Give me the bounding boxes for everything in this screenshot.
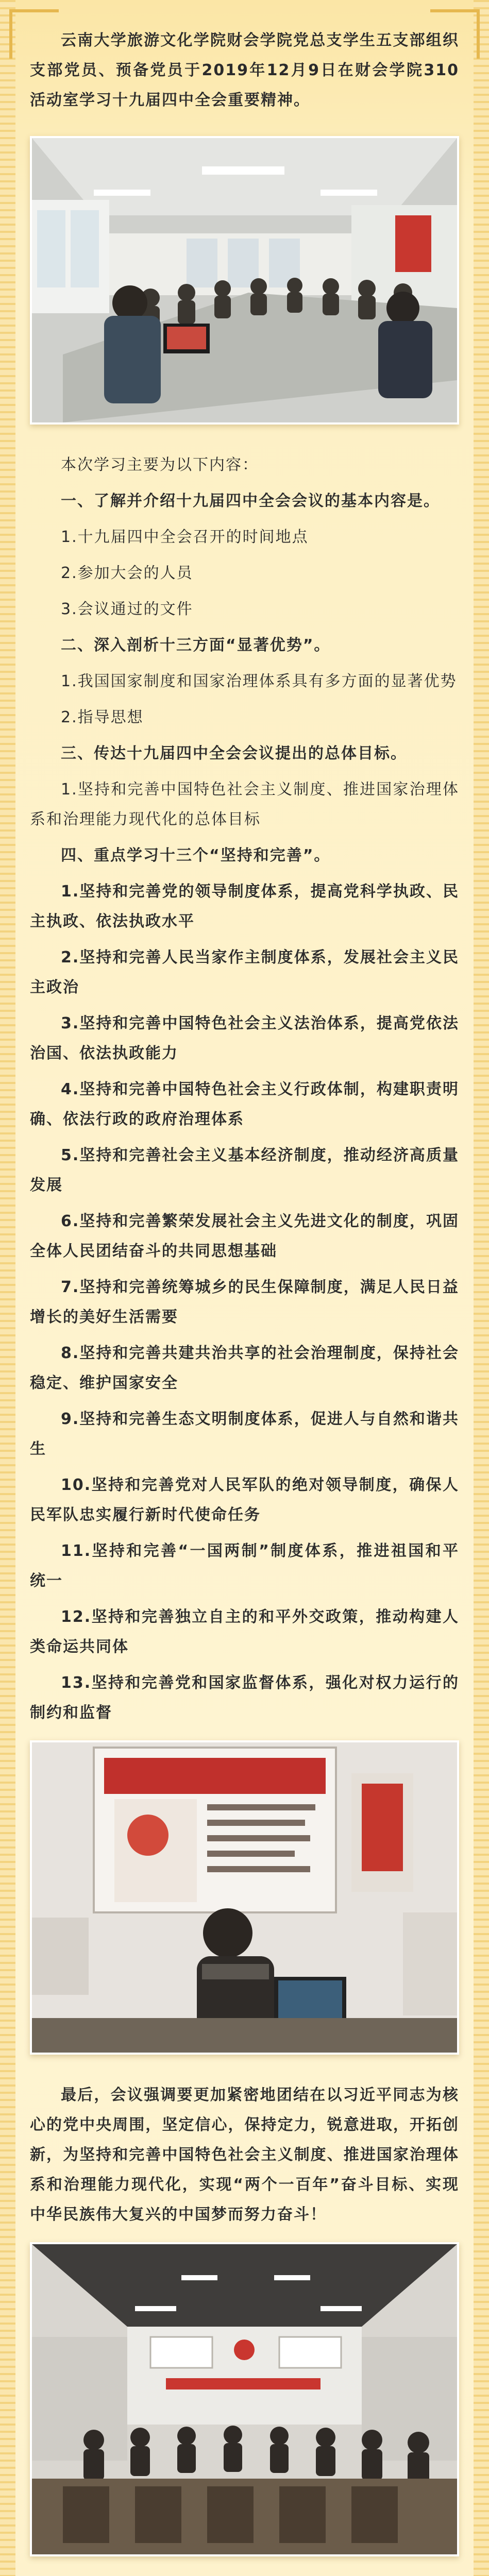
- section-item: 1.坚持和完善党的领导制度体系，提高党科学执政、民主执政、依法执政水平: [30, 883, 459, 930]
- section-item: 4.坚持和完善中国特色社会主义行政体制，构建职责明确、依法行政的政府治理体系: [30, 1080, 459, 1128]
- photo-classroom-image: [32, 2244, 457, 2554]
- section-item: 12.坚持和完善独立自主的和平外交政策，推动构建人类命运共同体: [30, 1608, 459, 1656]
- section-item: 1.十九届四中全会召开的时间地点: [61, 528, 309, 546]
- photo-classroom: [30, 2242, 459, 2556]
- section-item: 1.我国国家制度和国家治理体系具有多方面的显著优势: [61, 672, 457, 690]
- section-item: 2.指导思想: [61, 708, 144, 726]
- section-item: 1.坚持和完善中国特色社会主义制度、推进国家治理体系和治理能力现代化的总体目标: [30, 781, 459, 828]
- decorative-border-left: [0, 0, 15, 2576]
- photo-speaker-image: [32, 1742, 457, 2053]
- section-heading: 一、了解并介绍十九届四中全会会议的基本内容是。: [61, 492, 440, 510]
- intro-paragraph: 云南大学旅游文化学院财会学院党总支学生五支部组织支部党员、预备党员于2019年12月9日在财会学院310活动室学习十九届四中全会重要精神。: [30, 31, 459, 109]
- section-heading: 四、重点学习十三个“坚持和完善”。: [61, 846, 331, 865]
- lead-text: 本次学习主要为以下内容：: [61, 456, 259, 474]
- decorative-border-right: [474, 0, 489, 2576]
- closing-paragraph: 最后，会议强调要更加紧密地团结在以习近平同志为核心的党中央周围，坚定信心，保持定力，锐意进取，开拓创新，为坚持和完善中国特色社会主义制度、推进国家治理体系和治理能力现代化，实现“两个一百年”奋斗目标、实现中华民族伟大复兴的中国梦而努力奋斗！: [30, 2086, 459, 2224]
- section-item: 13.坚持和完善党和国家监督体系，强化对权力运行的制约和监督: [30, 1674, 459, 1722]
- photo-speaker: [30, 1740, 459, 2055]
- section-item: 5.坚持和完善社会主义基本经济制度，推动经济高质量发展: [30, 1146, 459, 1194]
- section-item: 6.坚持和完善繁荣发展社会主义先进文化的制度，巩固全体人民团结奋斗的共同思想基础: [30, 1212, 459, 1260]
- section-heading: 二、深入剖析十三方面“显著优势”。: [61, 636, 331, 654]
- article-body: [30, 26, 459, 2576]
- section-item: 7.坚持和完善统筹城乡的民生保障制度，满足人民日益增长的美好生活需要: [30, 1278, 459, 1326]
- section-item: 8.坚持和完善共建共治共享的社会治理制度，保持社会稳定、维护国家安全: [30, 1344, 459, 1392]
- section-item: 10.坚持和完善党对人民军队的绝对领导制度，确保人民军队忠实履行新时代使命任务: [30, 1476, 459, 1524]
- section-heading: 三、传达十九届四中全会会议提出的总体目标。: [61, 744, 407, 762]
- section-item: 2.坚持和完善人民当家作主制度体系，发展社会主义民主政治: [30, 948, 459, 996]
- section-item: 2.参加大会的人员: [61, 564, 193, 582]
- section-item: 3.坚持和完善中国特色社会主义法治体系，提高党依法治国、依法执政能力: [30, 1014, 459, 1062]
- section-item: 11.坚持和完善“一国两制”制度体系，推进祖国和平统一: [30, 1542, 459, 1590]
- section-item: 3.会议通过的文件: [61, 600, 193, 618]
- photo-meeting-room: [30, 136, 459, 425]
- section-item: 9.坚持和完善生态文明制度体系，促进人与自然和谐共生: [30, 1410, 459, 1458]
- photo-meeting-room-image: [32, 138, 457, 422]
